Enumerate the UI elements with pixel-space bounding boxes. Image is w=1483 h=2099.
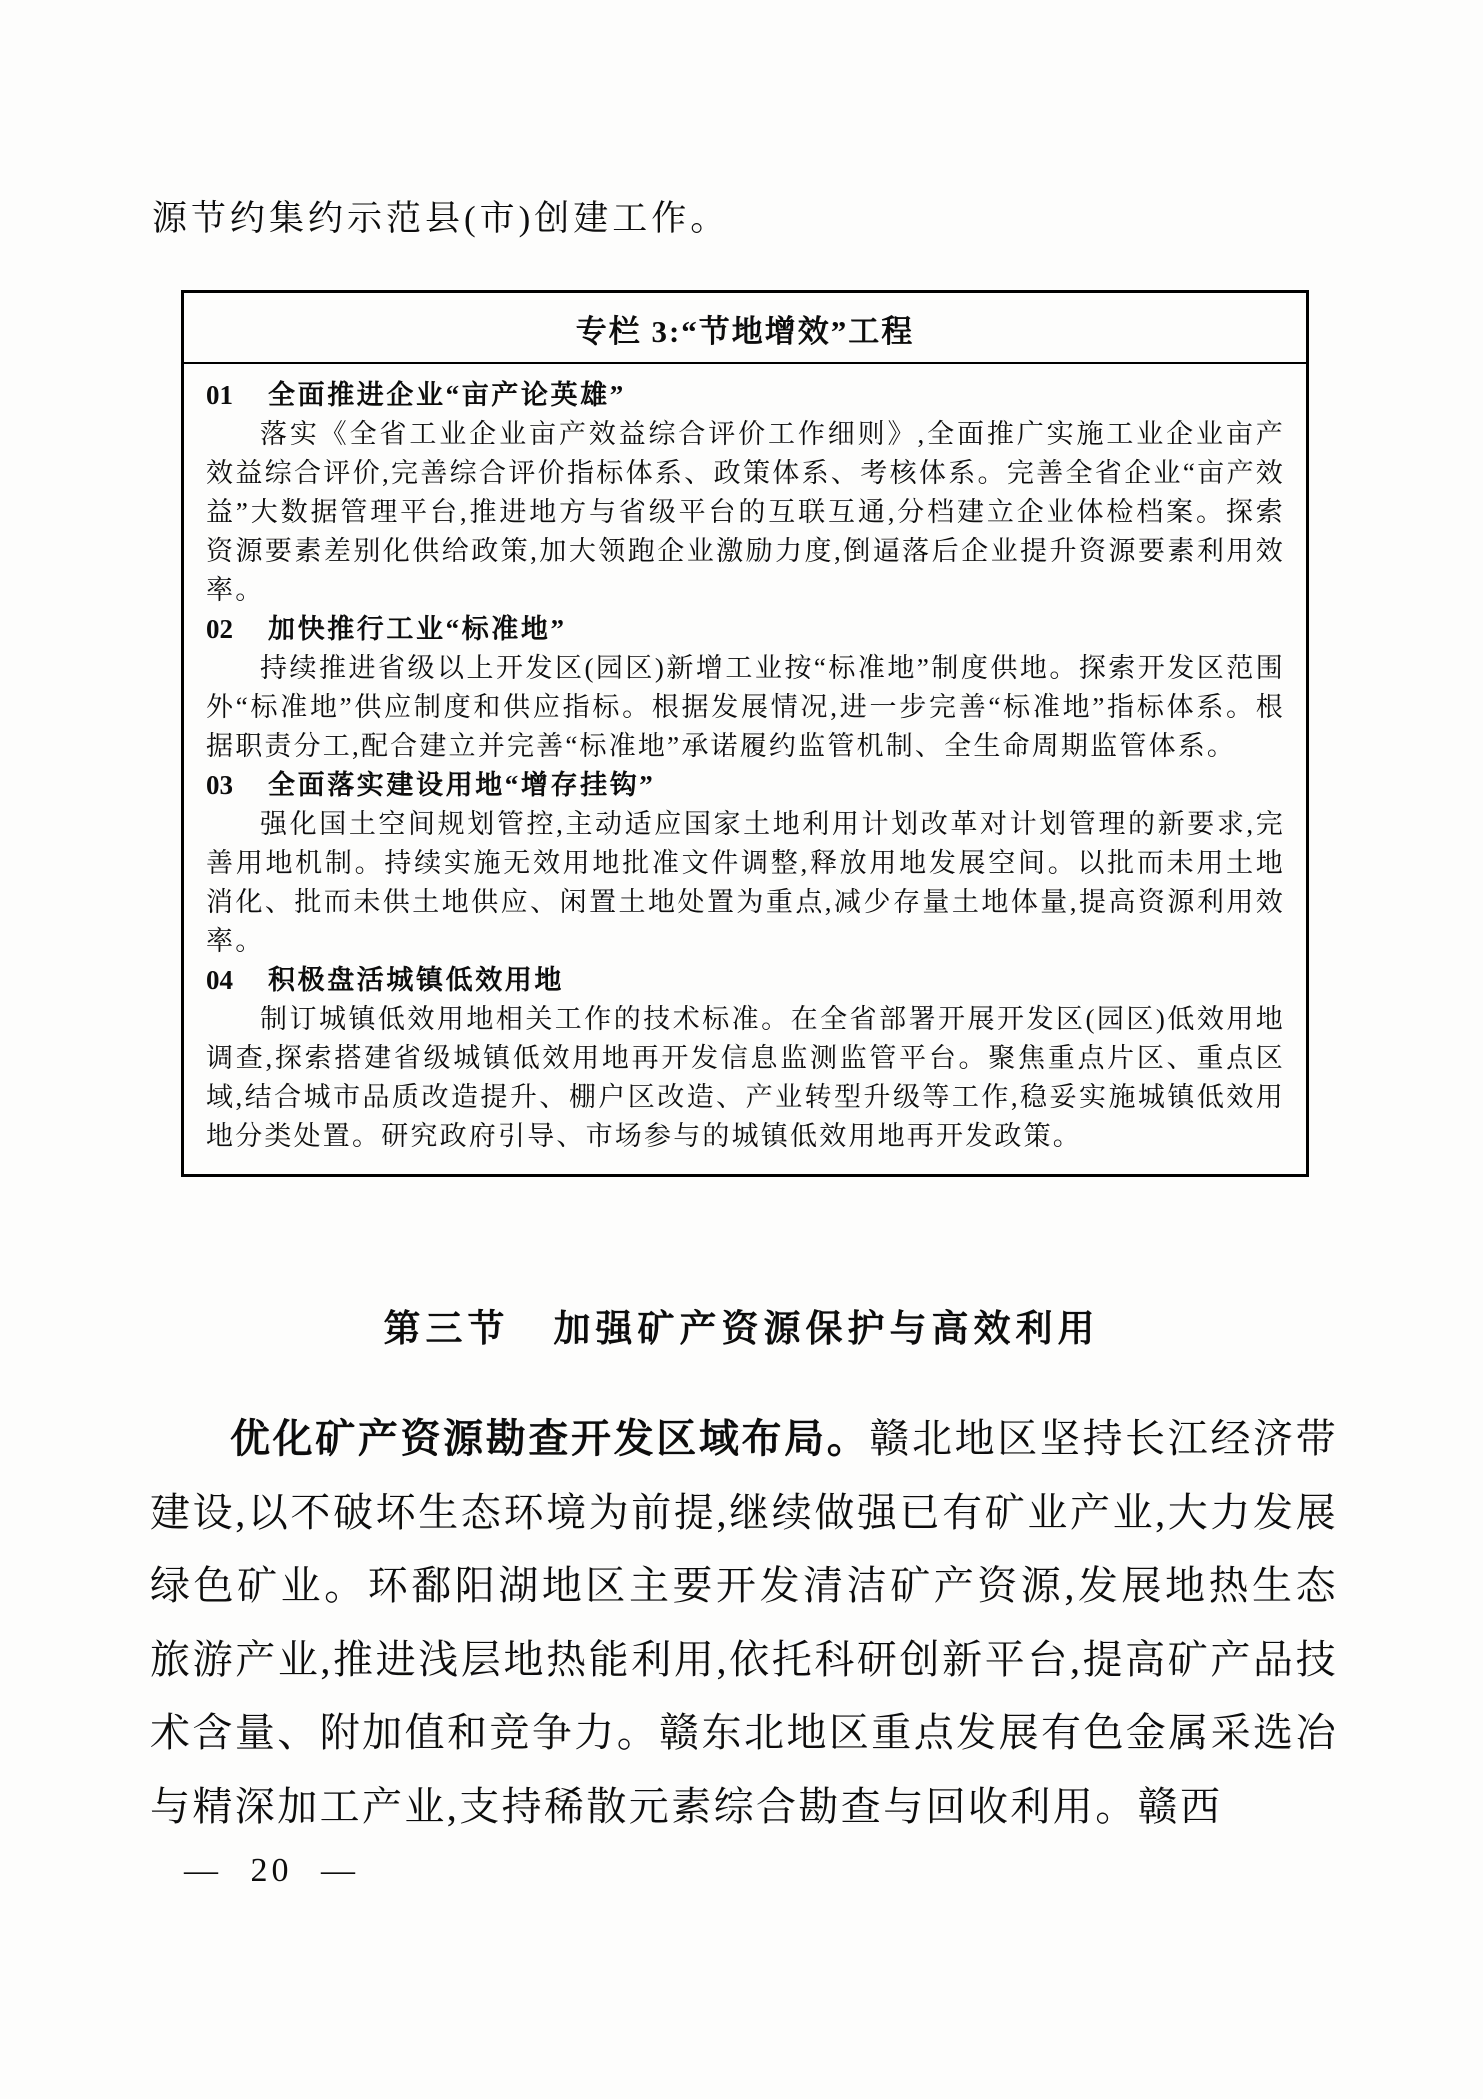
feature-box-title: 专栏 3:“节地增效”工程 bbox=[184, 293, 1306, 364]
box-item bbox=[206, 610, 1285, 766]
item-body: 持续推进省级以上开发区(园区)新增工业按“标准地”制度供地。探索开发区范围外“标准地”供应制度和供应指标。根据发展情况,进一步完善“标准地”指标体系。根据职责分工,配合建立并完善“标准地”承诺履约监管机制、全生命周期监管体系。 bbox=[206, 653, 1285, 761]
item-heading-text: 全面落实建设用地“增存挂钩” bbox=[268, 770, 656, 800]
box-item bbox=[206, 961, 1285, 1156]
item-number: 04 bbox=[206, 965, 233, 995]
item-heading bbox=[206, 610, 1285, 649]
item-heading-text: 积极盘活城镇低效用地 bbox=[268, 965, 564, 995]
item-body: 制订城镇低效用地相关工作的技术标准。在全省部署开展开发区(园区)低效用地调查,探索搭建省级城镇低效用地再开发信息监测监管平台。聚焦重点片区、重点区域,结合城市品质改造提升、棚户区改造、产业转型升级等工作,稳妥实施城镇低效用地分类处置。研究政府引导、市场参与的城镇低效用地再开发政策。 bbox=[206, 1004, 1285, 1151]
item-number: 01 bbox=[206, 380, 233, 410]
section-label: 第三节 bbox=[383, 1309, 510, 1350]
paragraph-text: 赣北地区坚持长江经济带建设,以不破坏生态环境为前提,继续做强已有矿业产业,大力发展绿色矿业。环鄱阳湖地区主要开发清洁矿产资源,发展地热生态旅游产业,推进浅层地热能利用,依托科研创新平台,提高矿产品技术含量、附加值和竞争力。赣东北地区重点发展有色金属采选冶与精深加工产业,支持稀散元素综合勘查与回收利用。赣西 bbox=[150, 1416, 1338, 1829]
feature-box bbox=[181, 290, 1309, 1177]
section-title: 加强矿产资源保护与高效利用 bbox=[553, 1309, 1100, 1350]
item-body: 落实《全省工业企业亩产效益综合评价工作细则》,全面推广实施工业企业亩产效益综合评价,完善综合评价指标体系、政策体系、考核体系。完善全省企业“亩产效益”大数据管理平台,推进地方与省级平台的互联互通,分档建立企业体检档案。探索资源要素差别化供给政策,加大领跑企业激励力度,倒逼落后企业提升资源要素利用效率。 bbox=[206, 419, 1285, 605]
box-item bbox=[206, 766, 1285, 961]
section-heading bbox=[0, 1298, 1483, 1352]
body-paragraph bbox=[150, 1402, 1338, 1843]
feature-box-body bbox=[184, 364, 1306, 1174]
item-heading-text: 加快推行工业“标准地” bbox=[268, 614, 567, 644]
item-heading-text: 全面推进企业“亩产论英雄” bbox=[268, 380, 626, 410]
item-heading bbox=[206, 376, 1285, 415]
item-heading bbox=[206, 766, 1285, 805]
item-number: 02 bbox=[206, 614, 233, 644]
box-item bbox=[206, 376, 1285, 610]
item-number: 03 bbox=[206, 770, 233, 800]
page-number: — 20 — bbox=[184, 1852, 359, 1889]
intro-text: 源节约集约示范县(市)创建工作。 bbox=[152, 199, 730, 238]
item-body: 强化国土空间规划管控,主动适应国家土地利用计划改革对计划管理的新要求,完善用地机制。持续实施无效用地批准文件调整,释放用地发展空间。以批而未用土地消化、批而未供土地供应、闲置土地处置为重点,减少存量土地体量,提高资源利用效率。 bbox=[206, 809, 1285, 956]
paragraph-lead: 优化矿产资源勘查开发区域布局。 bbox=[230, 1416, 870, 1461]
item-heading bbox=[206, 961, 1285, 1000]
